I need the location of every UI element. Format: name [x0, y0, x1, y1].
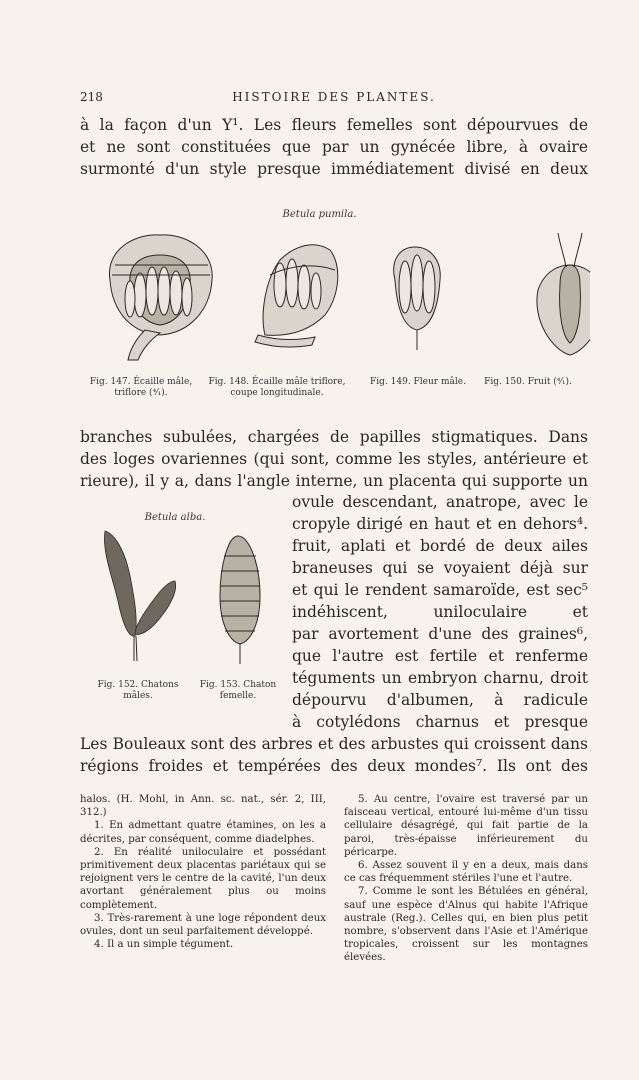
footnote: 4. Il a un simple tégument. — [94, 939, 234, 951]
footnote: 7. Comme le sont les Bétulées en général, sauf une espèce d'Alnus qui habite l'Afrique australe (Reg.). Celles qui, en bien plus petit nombre, s'observent dans l'Asie et l'Amérique tropicales, croissent sur les montagnes élevées. — [344, 886, 588, 964]
text-line: que l'autre est fertile et renferme — [292, 647, 588, 665]
footnotes-left — [80, 793, 326, 951]
text-line: dépourvu d'albumen, à radicule — [292, 691, 588, 709]
footnote: 5. Au centre, l'ovaire est traversé par un faisceau vertical, entouré lui-même d'un tissu cellulaire désagrégé, qui fait partie de la paroi, très-épaisse inférieurement du péricarpe. — [344, 794, 588, 858]
text-line: surmonté d'un style presque immédiatement divisé en deux — [80, 160, 588, 178]
text-line: des loges ovariennes (qui sont, comme les styles, antérieure et — [80, 450, 588, 468]
winged-fruit-illustration — [537, 233, 590, 355]
female-catkin-illustration — [220, 536, 260, 664]
male-flower-illustration — [394, 247, 441, 350]
text-line: Les Bouleaux sont des arbres et des arbustes qui croissent dans — [80, 735, 588, 753]
text-line: ovule descendant, anatrope, avec le — [292, 493, 588, 511]
page-number: 218 — [80, 90, 103, 104]
text-line: par avortement d'une des graines⁶, — [292, 625, 588, 643]
figure-caption: Fig. 152. Chatons mâles. — [97, 680, 179, 701]
figure-caption: Fig. 147. Écaille mâle, triflore (⁴⁄₁). — [89, 377, 193, 398]
footnotes-right — [344, 793, 588, 965]
plate-caption: Betula pumila. — [282, 209, 357, 220]
text-line: régions froides et tempérées des deux mondes⁷. Ils ont des — [80, 757, 588, 775]
text-line: indéhiscent, uniloculaire et — [292, 603, 588, 621]
text-line: rieure), il y a, dans l'angle interne, un placenta qui supporte un — [80, 472, 588, 490]
footnote: 6. Assez souvent il y en a deux, mais dans ce cas fréquemment stériles l'une et l'autre. — [344, 860, 588, 885]
text-line: cropyle dirigé en haut et en dehors⁴. — [292, 515, 588, 533]
male-catkins-illustration — [104, 531, 175, 661]
figure-caption: Fig. 149. Fleur mâle. — [370, 377, 466, 387]
text-line: téguments un embryon charnu, droit — [292, 669, 588, 687]
text-line: à la façon d'un Y¹. Les fleurs femelles sont dépourvues de — [80, 116, 588, 134]
figure-caption: Fig. 148. Écaille mâle triflore, coupe longitudinale. — [208, 377, 346, 398]
text-line: branches subulées, chargées de papilles stigmatiques. Dans — [80, 428, 588, 446]
footnote: 1. En admettant quatre étamines, on les a décrites, par conséquent, comme diadelphes. — [80, 820, 326, 845]
betula-alba-plate — [90, 526, 280, 671]
footnote: halos. (H. Mohl, in Ann. sc. nat., sér. 2, III, 312.) — [80, 794, 326, 819]
text-line: et qui le rendent samaroïde, est sec⁵ — [292, 581, 588, 599]
footnote: 2. En réalité uniloculaire et possédant primitivement deux placentas pariétaux qui se rejoignent vers le centre de la cavité, l'un deux avortant généralement plus ou moins complètement. — [80, 846, 326, 911]
figure-caption: Fig. 150. Fruit (⁴⁄₁). — [484, 377, 572, 387]
male-scale-triflore-illustration — [109, 235, 212, 360]
figure-caption: Fig. 153. Chaton femelle. — [199, 680, 277, 701]
plate-caption: Betula alba. — [144, 512, 206, 523]
text-line: et ne sont constituées que par un gynécée libre, à ovaire — [80, 138, 588, 156]
running-header — [80, 90, 588, 106]
text-line: braneuses qui se voyaient déjà sur — [292, 559, 588, 577]
running-title: HISTOIRE DES PLANTES. — [232, 90, 436, 104]
footnote: 3. Très-rarement à une loge répondent deux ovules, dont un seul parfaitement développé. — [80, 912, 326, 938]
betula-pumila-plate — [90, 225, 590, 370]
male-scale-section-illustration — [255, 245, 338, 347]
text-line: fruit, aplati et bordé de deux ailes — [292, 537, 588, 555]
text-line: à cotylédons charnus et presque — [292, 713, 588, 731]
